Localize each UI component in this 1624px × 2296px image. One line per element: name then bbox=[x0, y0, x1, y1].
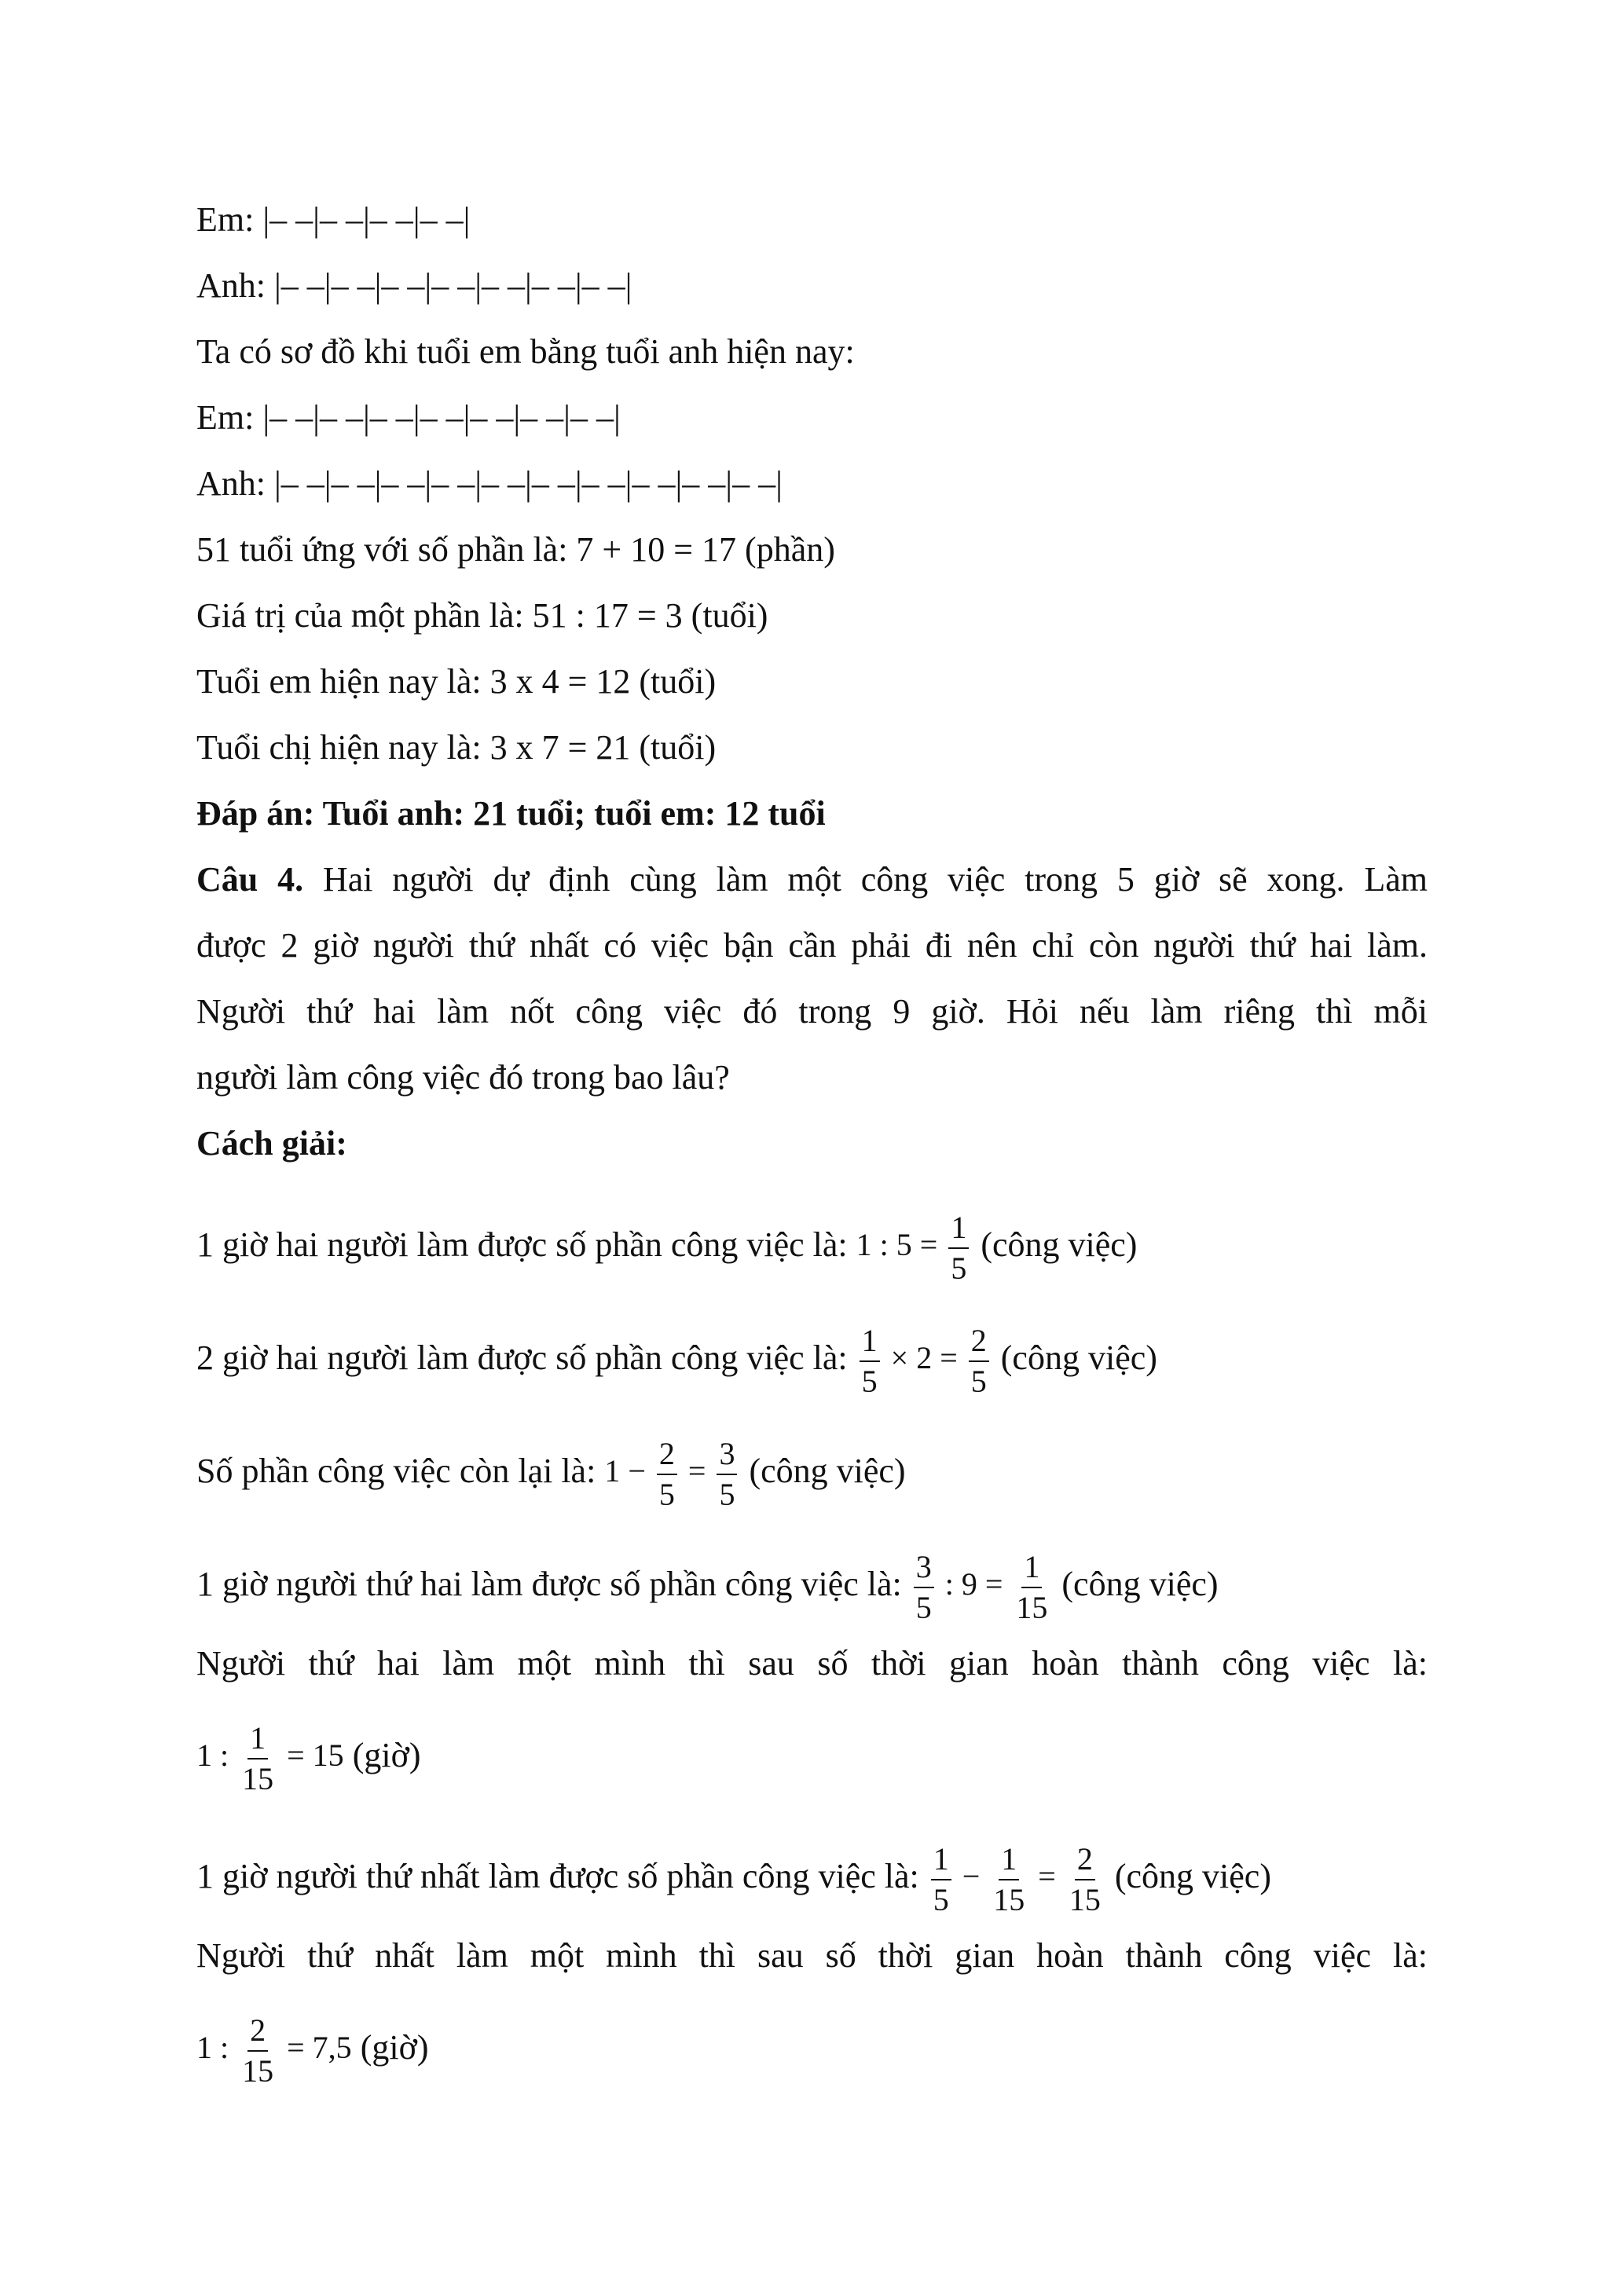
unit: (giờ) bbox=[360, 2028, 429, 2067]
fraction bbox=[931, 1841, 951, 1918]
numerator: 1 bbox=[860, 1323, 880, 1362]
solution-step-5-text: Người thứ hai làm một mình thì sau số thời gian hoàn thành công việc là: bbox=[196, 1644, 1428, 1683]
math-text: 1 : bbox=[196, 1738, 229, 1774]
unit: (công việc) bbox=[1061, 1565, 1219, 1604]
q4-text: Hai người dự định cùng làm một công việc trong 5 giờ sẽ xong. Làm bbox=[322, 860, 1428, 899]
math-text: − bbox=[962, 1858, 981, 1895]
numerator: 2 bbox=[1075, 1841, 1095, 1880]
diagram-label: Em: bbox=[196, 398, 255, 437]
diagram-bar: |– –|– –|– –|– –| bbox=[262, 200, 471, 239]
step-text: 1 giờ người thứ nhất làm được số phần công việc là: bbox=[196, 1857, 919, 1896]
q3-step: Giá trị của một phần là: 51 : 17 = 3 (tuổi) bbox=[196, 596, 768, 635]
fraction bbox=[240, 1720, 276, 1797]
numerator: 3 bbox=[717, 1436, 737, 1475]
denominator: 5 bbox=[970, 1364, 987, 1399]
fraction bbox=[657, 1436, 677, 1513]
denominator: 15 bbox=[1069, 1882, 1101, 1917]
math-text: 1 : 5 = bbox=[856, 1227, 938, 1263]
unit: (giờ) bbox=[352, 1736, 421, 1775]
fraction bbox=[948, 1210, 969, 1287]
math-expression bbox=[196, 1720, 344, 1797]
numerator: 1 bbox=[247, 1720, 268, 1760]
denominator: 5 bbox=[658, 1477, 675, 1512]
math-text: × 2 = bbox=[890, 1340, 958, 1376]
fraction bbox=[969, 1323, 989, 1400]
math-expression bbox=[911, 1549, 1054, 1626]
fraction bbox=[914, 1549, 934, 1626]
numerator: 1 bbox=[948, 1210, 969, 1249]
unit: (công việc) bbox=[1114, 1857, 1271, 1896]
diagram-now-anh bbox=[196, 265, 632, 306]
math-text: = bbox=[1038, 1858, 1056, 1895]
q3-step: Tuổi chị hiện nay là: 3 x 7 = 21 (tuổi) bbox=[196, 728, 717, 767]
denominator: 5 bbox=[719, 1477, 735, 1512]
numerator: 2 bbox=[657, 1436, 677, 1475]
math-expression bbox=[196, 2012, 352, 2089]
math-expression bbox=[856, 1323, 992, 1400]
q3-step: Tuổi em hiện nay là: 3 x 4 = 12 (tuổi) bbox=[196, 662, 717, 701]
math-text: 1 − bbox=[604, 1453, 646, 1489]
denominator: 5 bbox=[951, 1251, 967, 1286]
diagram-bar: |– –|– –|– –|– –|– –|– –|– –|– –|– –|– –| bbox=[274, 464, 783, 503]
fraction bbox=[240, 2012, 276, 2089]
denominator: 15 bbox=[242, 2053, 274, 2089]
solution-step-3 bbox=[196, 1436, 906, 1513]
math-expression bbox=[856, 1210, 973, 1287]
solution-step-2 bbox=[196, 1323, 1157, 1400]
diagram-now-em bbox=[196, 200, 470, 240]
math-text: = bbox=[687, 1453, 706, 1489]
fraction bbox=[717, 1436, 737, 1513]
denominator: 15 bbox=[242, 1761, 274, 1796]
q4-line-3: Người thứ hai làm nốt công việc đó trong 9 giờ. Hỏi nếu làm riêng thì mỗi bbox=[196, 992, 1428, 1031]
numerator: 1 bbox=[931, 1841, 951, 1880]
q4-label: Câu 4. bbox=[196, 860, 304, 899]
unit: (công việc) bbox=[1000, 1338, 1157, 1378]
solution-step-1 bbox=[196, 1210, 1137, 1287]
diagram-later-anh bbox=[196, 463, 783, 504]
solution-step-7-math bbox=[196, 2012, 428, 2089]
diagram-later-em bbox=[196, 397, 621, 438]
fraction bbox=[1067, 1841, 1103, 1918]
diagram-bar: |– –|– –|– –|– –|– –|– –|– –| bbox=[274, 266, 632, 305]
q4-line-4: người làm công việc đó trong bao lâu? bbox=[196, 1058, 730, 1097]
q4-line-2: được 2 giờ người thứ nhất có việc bận cần phải đi nên chỉ còn người thứ hai làm. bbox=[196, 926, 1428, 965]
numerator: 2 bbox=[247, 2012, 268, 2052]
fraction bbox=[860, 1323, 880, 1400]
unit: (công việc) bbox=[749, 1452, 906, 1491]
diagram-bar: |– –|– –|– –|– –|– –|– –|– –| bbox=[262, 398, 621, 437]
numerator: 1 bbox=[999, 1841, 1019, 1880]
diagram-label: Em: bbox=[196, 200, 255, 239]
fraction bbox=[991, 1841, 1027, 1918]
numerator: 2 bbox=[969, 1323, 989, 1362]
denominator: 5 bbox=[933, 1882, 949, 1917]
math-expression bbox=[928, 1841, 1106, 1918]
solution-step-5-math bbox=[196, 1720, 420, 1797]
solution-step-7-text: Người thứ nhất làm một mình thì sau số thời gian hoàn thành công việc là: bbox=[196, 1936, 1428, 1975]
denominator: 5 bbox=[915, 1590, 932, 1625]
numerator: 1 bbox=[1021, 1549, 1042, 1588]
solution-step-6 bbox=[196, 1841, 1271, 1918]
denominator: 15 bbox=[1016, 1590, 1048, 1625]
numerator: 3 bbox=[914, 1549, 934, 1588]
diagram-intro: Ta có sơ đồ khi tuổi em bằng tuổi anh hiện nay: bbox=[196, 332, 855, 371]
math-text: = 7,5 bbox=[287, 2030, 352, 2066]
math-expression bbox=[604, 1436, 740, 1513]
q4-line-1 bbox=[196, 859, 1428, 900]
math-text: : 9 = bbox=[944, 1566, 1003, 1602]
unit: (công việc) bbox=[981, 1225, 1138, 1265]
math-text: 1 : bbox=[196, 2030, 229, 2066]
step-text: 1 giờ người thứ hai làm được số phần công việc là: bbox=[196, 1565, 902, 1604]
step-text: Số phần công việc còn lại là: bbox=[196, 1452, 596, 1491]
denominator: 15 bbox=[993, 1882, 1025, 1917]
denominator: 5 bbox=[861, 1364, 878, 1399]
step-text: 2 giờ hai người làm được số phần công việc là: bbox=[196, 1338, 848, 1378]
q3-answer: Đáp án: Tuổi anh: 21 tuổi; tuổi em: 12 tuổi bbox=[196, 794, 826, 833]
diagram-label: Anh: bbox=[196, 266, 266, 305]
solution-step-4 bbox=[196, 1549, 1219, 1626]
step-text: 1 giờ hai người làm được số phần công việc là: bbox=[196, 1225, 848, 1265]
math-text: = 15 bbox=[287, 1738, 344, 1774]
q3-step: 51 tuổi ứng với số phần là: 7 + 10 = 17 (phần) bbox=[196, 530, 835, 569]
diagram-label: Anh: bbox=[196, 464, 266, 503]
fraction bbox=[1014, 1549, 1050, 1626]
solution-heading: Cách giải: bbox=[196, 1124, 347, 1163]
